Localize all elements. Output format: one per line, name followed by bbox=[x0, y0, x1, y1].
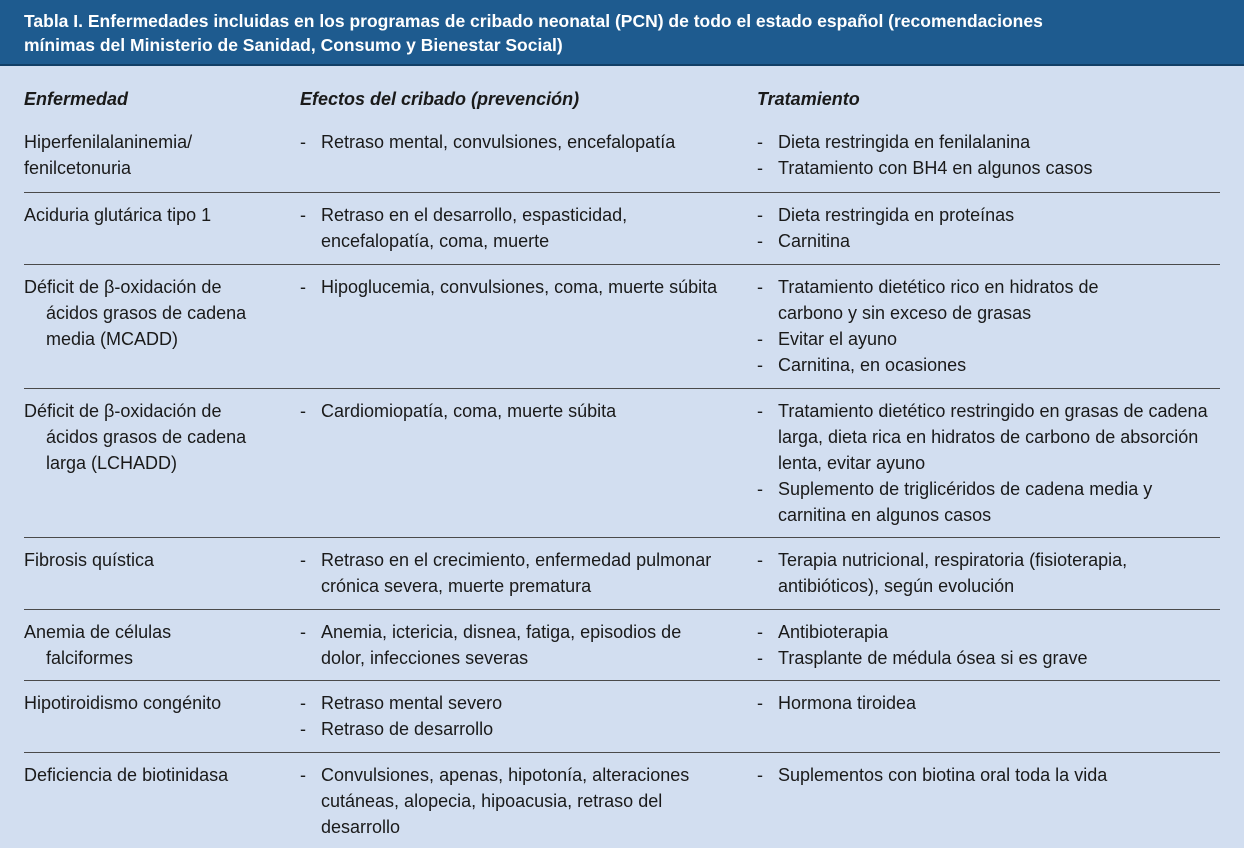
disease-name-continued: ácidos grasos de cadena larga (LCHADD) bbox=[46, 427, 247, 473]
disease-cell bbox=[24, 202, 300, 264]
disease-name: Déficit de β-oxidación de bbox=[24, 401, 222, 421]
effects-item: - Retraso mental, convulsiones, encefalopatía bbox=[300, 129, 757, 155]
treatment-cell bbox=[757, 690, 1220, 752]
table-row bbox=[24, 120, 1220, 193]
treatment-item: - Carnitina bbox=[757, 228, 1220, 254]
treatment-cell bbox=[757, 547, 1220, 609]
effects-cell bbox=[300, 202, 757, 264]
effects-item: - Cardiomiopatía, coma, muerte súbita bbox=[300, 398, 757, 424]
effects-cell bbox=[300, 762, 757, 847]
disease-cell bbox=[24, 398, 300, 537]
table-title-line-2: mínimas del Ministerio de Sanidad, Consumo y Bienestar Social) bbox=[24, 35, 563, 55]
treatment-cell bbox=[757, 619, 1220, 680]
treatment-item: - Hormona tiroidea bbox=[757, 690, 1220, 716]
treatment-item: - Trasplante de médula ósea si es grave bbox=[757, 645, 1220, 671]
table-row bbox=[24, 389, 1220, 538]
treatment-cell bbox=[757, 762, 1220, 847]
effects-item: - Retraso de desarrollo bbox=[300, 716, 757, 742]
treatment-item: - Antibioterapia bbox=[757, 619, 1220, 645]
effects-cell bbox=[300, 547, 757, 609]
table-row bbox=[24, 681, 1220, 753]
disease-cell bbox=[24, 690, 300, 752]
table-row bbox=[24, 193, 1220, 265]
disease-name-continued: ácidos grasos de cadena media (MCADD) bbox=[46, 303, 247, 349]
treatment-item: - Tratamiento dietético restringido en grasas de cadena larga, dieta rica en hidratos de carbono de absorción lenta, evitar ayuno bbox=[757, 398, 1220, 476]
treatment-item: - Carnitina, en ocasiones bbox=[757, 352, 1127, 378]
disease-name-continued: falciformes bbox=[46, 648, 134, 668]
treatment-item: - Suplementos con biotina oral toda la vida bbox=[757, 762, 1220, 788]
effects-item: - Retraso en el desarrollo, espasticidad, encefalopatía, coma, muerte bbox=[300, 202, 700, 254]
table-row bbox=[24, 538, 1220, 610]
treatment-item: - Tratamiento dietético rico en hidratos de carbono y sin exceso de grasas bbox=[757, 274, 1127, 326]
effects-item: - Convulsiones, apenas, hipotonía, alteraciones cutáneas, alopecia, hipoacusia, retraso del desarrollo bbox=[300, 762, 730, 840]
column-header-row bbox=[24, 66, 1220, 120]
disease-name: Fibrosis quística bbox=[24, 550, 155, 570]
treatment-item: - Tratamiento con BH4 en algunos casos bbox=[757, 155, 1220, 181]
disease-name: Aciduria glutárica tipo 1 bbox=[24, 205, 212, 225]
disease-name: Anemia de células bbox=[24, 622, 172, 642]
disease-name: Deficiencia de biotinidasa bbox=[24, 765, 229, 785]
disease-cell bbox=[24, 762, 300, 847]
table-title-line-1: Tabla I. Enfermedades incluidas en los programas de cribado neonatal (PCN) de todo el estado español (recomendaciones bbox=[24, 11, 1043, 31]
treatment-item: - Terapia nutricional, respiratoria (fisioterapia, antibióticos), según evolución bbox=[757, 547, 1192, 599]
effects-cell bbox=[300, 690, 757, 752]
disease-cell bbox=[24, 547, 300, 609]
effects-item: - Anemia, ictericia, disnea, fatiga, episodios de dolor, infecciones severas bbox=[300, 619, 730, 671]
column-header-disease: Enfermedad bbox=[24, 89, 129, 109]
effects-cell bbox=[300, 619, 757, 680]
treatment-cell bbox=[757, 274, 1220, 388]
treatment-item: - Dieta restringida en proteínas bbox=[757, 202, 1220, 228]
disease-name-continued: fenilcetonuria bbox=[24, 158, 132, 178]
treatment-cell bbox=[757, 398, 1220, 537]
disease-name: Déficit de β-oxidación de bbox=[24, 277, 222, 297]
table-row bbox=[24, 265, 1220, 389]
effects-item: - Retraso en el crecimiento, enfermedad pulmonar crónica severa, muerte prematura bbox=[300, 547, 730, 599]
disease-name: Hipotiroidismo congénito bbox=[24, 693, 222, 713]
treatment-item: - Suplemento de triglicéridos de cadena media y carnitina en algunos casos bbox=[757, 476, 1220, 528]
treatment-cell bbox=[757, 202, 1220, 264]
table-title bbox=[0, 0, 1244, 66]
disease-table bbox=[0, 66, 1244, 847]
disease-cell bbox=[24, 619, 300, 680]
column-header-effects: Efectos del cribado (prevención) bbox=[300, 89, 580, 109]
treatment-item: - Dieta restringida en fenilalanina bbox=[757, 129, 1220, 155]
table-row bbox=[24, 610, 1220, 681]
effects-item: - Retraso mental severo bbox=[300, 690, 757, 716]
treatment-cell bbox=[757, 129, 1220, 192]
effects-cell bbox=[300, 274, 757, 388]
treatment-item: - Evitar el ayuno bbox=[757, 326, 1127, 352]
effects-item: - Hipoglucemia, convulsiones, coma, muerte súbita bbox=[300, 274, 720, 300]
disease-cell bbox=[24, 274, 300, 388]
disease-cell bbox=[24, 129, 300, 192]
disease-name: Hiperfenilalaninemia/ bbox=[24, 132, 193, 152]
effects-cell bbox=[300, 129, 757, 192]
column-header-treatment: Tratamiento bbox=[757, 89, 860, 109]
table-row bbox=[24, 753, 1220, 847]
effects-cell bbox=[300, 398, 757, 537]
